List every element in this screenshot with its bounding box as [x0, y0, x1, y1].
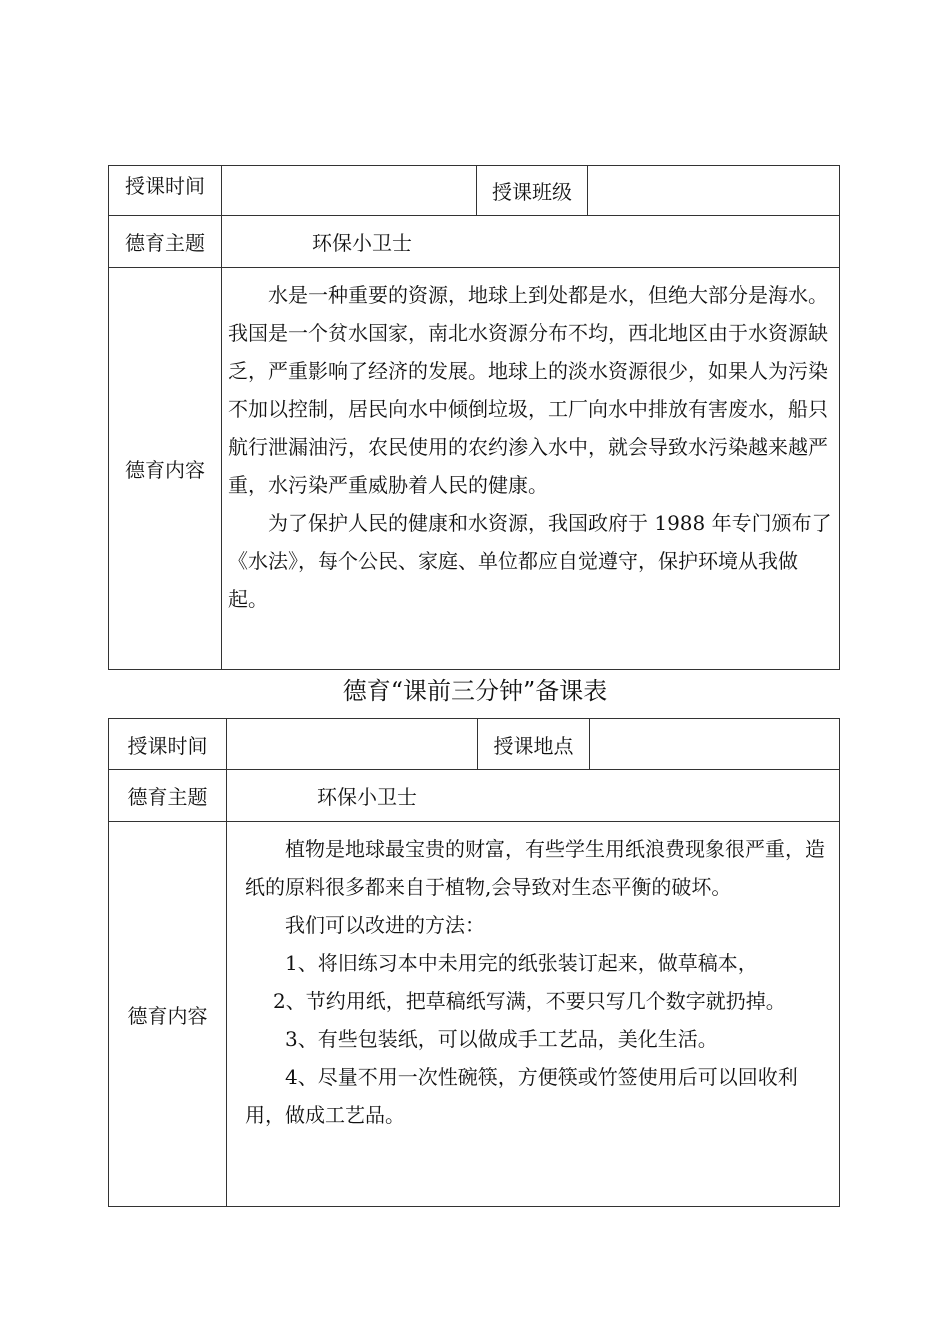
content-paragraph: 为了保护人民的健康和水资源，我国政府于 1988 年专门颁布了《水法》，每个公民、家庭、单位都应自觉遵守，保护环境从我做起。 — [228, 511, 832, 611]
list-item: 2、节约用纸，把草稿纸写满，不要只写几个数字就扔掉。 — [273, 989, 786, 1013]
lesson-table-2 — [108, 718, 840, 1207]
page-title: 德育“课前三分钟”备课表 — [342, 677, 608, 705]
list-item: 4、尽量不用一次性碗筷，方便筷或竹签使用后可以回收利用，做成工艺品。 — [245, 1065, 798, 1127]
time-value — [227, 719, 478, 770]
content-paragraph: 水是一种重要的资源，地球上到处都是水，但绝大部分是海水。我国是一个贫水国家，南北水资源分布不均，西北地区由于水资源缺乏，严重影响了经济的发展。地球上的淡水资源很少，如果人为污染不加以控制，居民向水中倾倒垃圾，工厂向水中排放有害废水，船只航行泄漏油污，农民使用的农约渗入水中，就会导致水污染越来越严重，水污染严重威胁着人民的健康。 — [228, 283, 828, 497]
label-content: 德育内容 — [109, 268, 222, 670]
label-content: 德育内容 — [109, 822, 227, 1207]
class-value — [588, 166, 840, 216]
theme-value: 环保小卫士 — [222, 216, 840, 268]
list-item: 1、将旧练习本中未用完的纸张装订起来，做草稿本， — [285, 951, 758, 975]
lesson-table-1 — [108, 165, 840, 670]
theme-value: 环保小卫士 — [227, 770, 840, 822]
time-value — [222, 166, 477, 216]
label-place: 授课地点 — [478, 719, 590, 770]
label-theme: 德育主题 — [109, 216, 222, 268]
place-value — [590, 719, 840, 770]
label-theme: 德育主题 — [109, 770, 227, 822]
label-time: 授课时间 — [109, 719, 227, 770]
content-cell — [222, 268, 840, 670]
list-item: 3、有些包装纸，可以做成手工艺品，美化生活。 — [285, 1027, 718, 1051]
label-time: 授课时间 — [109, 166, 222, 216]
label-class: 授课班级 — [477, 166, 588, 216]
content-cell — [227, 822, 840, 1207]
content-paragraph: 植物是地球最宝贵的财富，有些学生用纸浪费现象很严重，造纸的原料很多都来自于植物,会导致对生态平衡的破坏。 — [245, 837, 825, 899]
content-paragraph: 我们可以改进的方法： — [285, 913, 485, 937]
